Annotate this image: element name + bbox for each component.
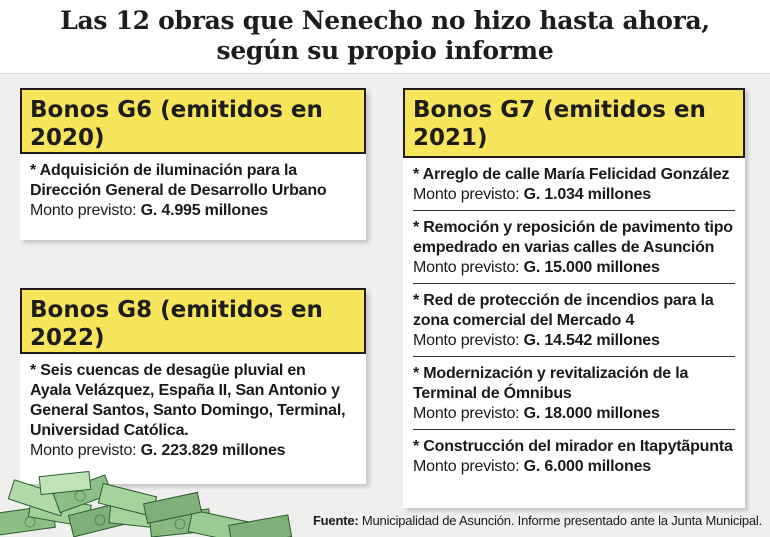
entry-description-line: * Arreglo de calle María Felicidad González [413, 166, 730, 183]
entry-list [20, 154, 366, 226]
entry-description-line: * Red de protección de incendios para la [413, 292, 714, 309]
entry-description [30, 161, 356, 201]
entry-list [20, 354, 366, 466]
entry-description [413, 364, 735, 404]
money-pile-icon [0, 470, 300, 537]
entry-description-line: Terminal de Ómnibus [413, 385, 572, 402]
entry-list [403, 158, 745, 482]
amount-label: Monto previsto: [413, 186, 524, 203]
panel-header-g8 [20, 288, 366, 354]
entry-description-line: * Modernización y revitalización de la [413, 365, 689, 382]
list-item [413, 211, 735, 284]
panel-header-line-1: Bonos G6 (emitidos en [30, 97, 323, 123]
entry-description-line: zona comercial del Mercado 4 [413, 312, 635, 329]
panel-header-line-2: 2020) [30, 125, 105, 151]
panel-bonos-g6 [20, 88, 366, 240]
amount-value: G. 4.995 millones [140, 202, 268, 219]
list-item [413, 357, 735, 430]
amount-value: G. 15.000 millones [523, 259, 660, 276]
entry-description-line: Dirección General de Desarrollo Urbano [30, 182, 327, 199]
entry-description-line: * Adquisición de iluminación para la [30, 162, 297, 179]
entry-description-line: * Remoción y reposición de pavimento tipo [413, 219, 733, 236]
title-line-2: según su propio informe [216, 36, 554, 65]
entry-description-line: General Santos, Santo Domingo, Terminal, [30, 402, 346, 419]
list-item [413, 430, 735, 482]
amount-value: G. 14.542 millones [523, 332, 660, 349]
page-title [0, 6, 770, 66]
entry-description-line: * Construcción del mirador en Itapytãpunta [413, 438, 733, 455]
entry-description-line: Ayala Velázquez, España II, San Antonio y [30, 382, 340, 399]
amount-label: Monto previsto: [413, 458, 524, 475]
panel-header-line-1: Bonos G8 (emitidos en [30, 297, 323, 323]
panel-header-line-2: 2021) [413, 125, 488, 151]
panel-header-line-2: 2022) [30, 325, 105, 351]
panel-header-g6 [20, 88, 366, 154]
entry-description [413, 437, 735, 457]
amount-label: Monto previsto: [413, 259, 524, 276]
entry-description [30, 361, 356, 441]
amount-label: Monto previsto: [30, 442, 141, 459]
panel-header-line-1: Bonos G7 (emitidos en [413, 97, 706, 123]
entry-description-line: empedrado en varias calles de Asunción [413, 239, 715, 256]
amount-label: Monto previsto: [413, 405, 524, 422]
amount-value: G. 223.829 millones [140, 442, 286, 459]
amount-value: G. 1.034 millones [523, 186, 651, 203]
list-item [413, 158, 735, 211]
footer-text: Municipalidad de Asunción. Informe presentado ante la Junta Municipal. [358, 513, 762, 528]
source-footer [313, 513, 762, 529]
entry-description [413, 218, 735, 258]
amount-label: Monto previsto: [30, 202, 141, 219]
entry-description-line: Universidad Católica. [30, 422, 189, 439]
entry-description-line: * Seis cuencas de desagüe pluvial en [30, 362, 306, 379]
entry-description [413, 165, 735, 185]
entry-description [413, 291, 735, 331]
amount-value: G. 18.000 millones [523, 405, 660, 422]
panel-bonos-g7 [403, 88, 745, 508]
amount-value: G. 6.000 millones [523, 458, 651, 475]
list-item [30, 154, 356, 226]
title-line-1: Las 12 obras que Nenecho no hizo hasta ahora, [60, 6, 710, 35]
amount-label: Monto previsto: [413, 332, 524, 349]
panel-bonos-g8 [20, 288, 366, 484]
list-item [413, 284, 735, 357]
panel-header-g7 [403, 88, 745, 158]
footer-label: Fuente: [312, 513, 359, 528]
list-item [30, 354, 356, 466]
